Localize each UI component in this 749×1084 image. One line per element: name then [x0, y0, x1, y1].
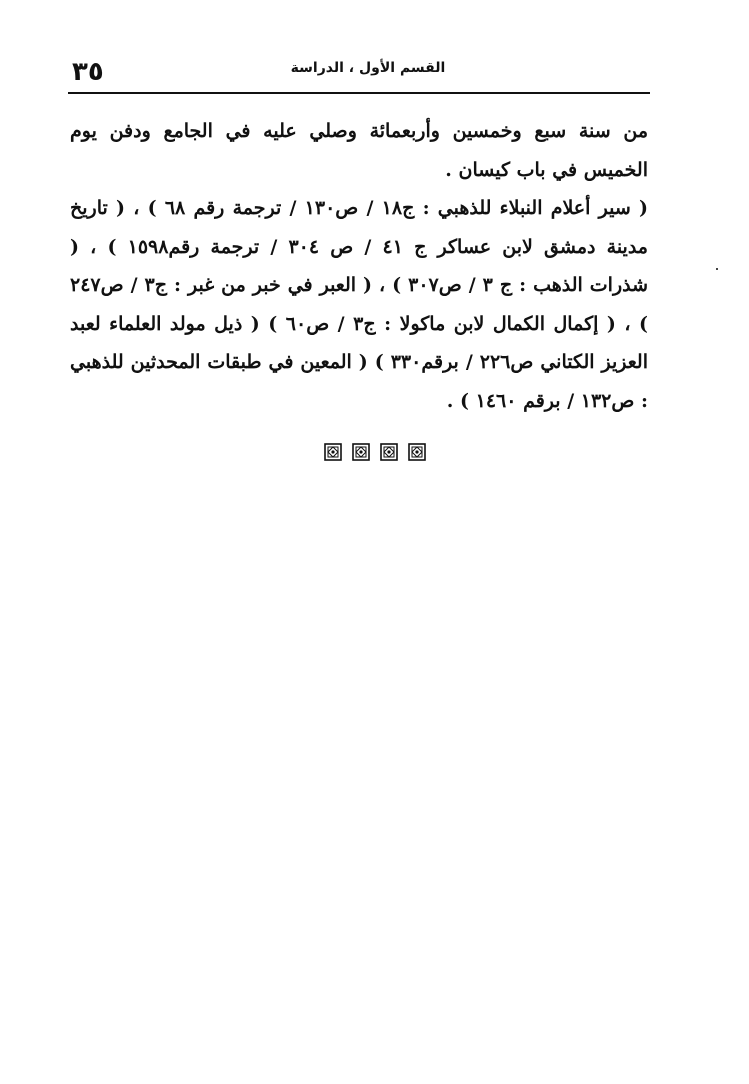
- paragraph-sources: ( سير أعلام النبلاء للذهبي : ج١٨ / ص١٣٠ / ترجمة رقم ٦٨ ) ، ( تاريخ مدينة دمشق لابن عساكر ج ٤١ / ص ٣٠٤ / ترجمة رقم١٥٩٨ ) ، ( شذرات الذهب : ج ٣ / ص٣٠٧ ) ، ( العبر في خبر من غبر : ج٣ / ص٢٤٧ ) ، ( إكمال الكمال لابن ماكولا : ج٣ / ص٦٠ ) ( ذيل مولد العلماء لعبد العزيز الكتاني ص٢٢٦ / برقم٣٣٠ ) ( المعين في طبقات المحدثين للذهبي : ص١٣٢ / برقم ١٤٦٠ ) .: [70, 197, 649, 412]
- page-header: [68, 52, 648, 92]
- ornamental-square-icon: [352, 443, 370, 461]
- body-text: [70, 112, 648, 420]
- ornamental-square-icon: [408, 443, 426, 461]
- ornamental-square-icon: [324, 443, 342, 461]
- running-head: القسم الأول ، الدراسة: [290, 60, 446, 76]
- ornamental-square-icon: [380, 443, 398, 461]
- paragraph-burial: من سنة سبع وخمسين وأربعمائة وصلي عليه في الجامع ودفن يوم الخميس في باب كيسان .: [70, 120, 648, 181]
- section-end-ornaments: [0, 443, 749, 461]
- scan-speck: [716, 268, 718, 270]
- header-rule: [68, 92, 650, 94]
- page-number: ٣٥: [72, 57, 104, 87]
